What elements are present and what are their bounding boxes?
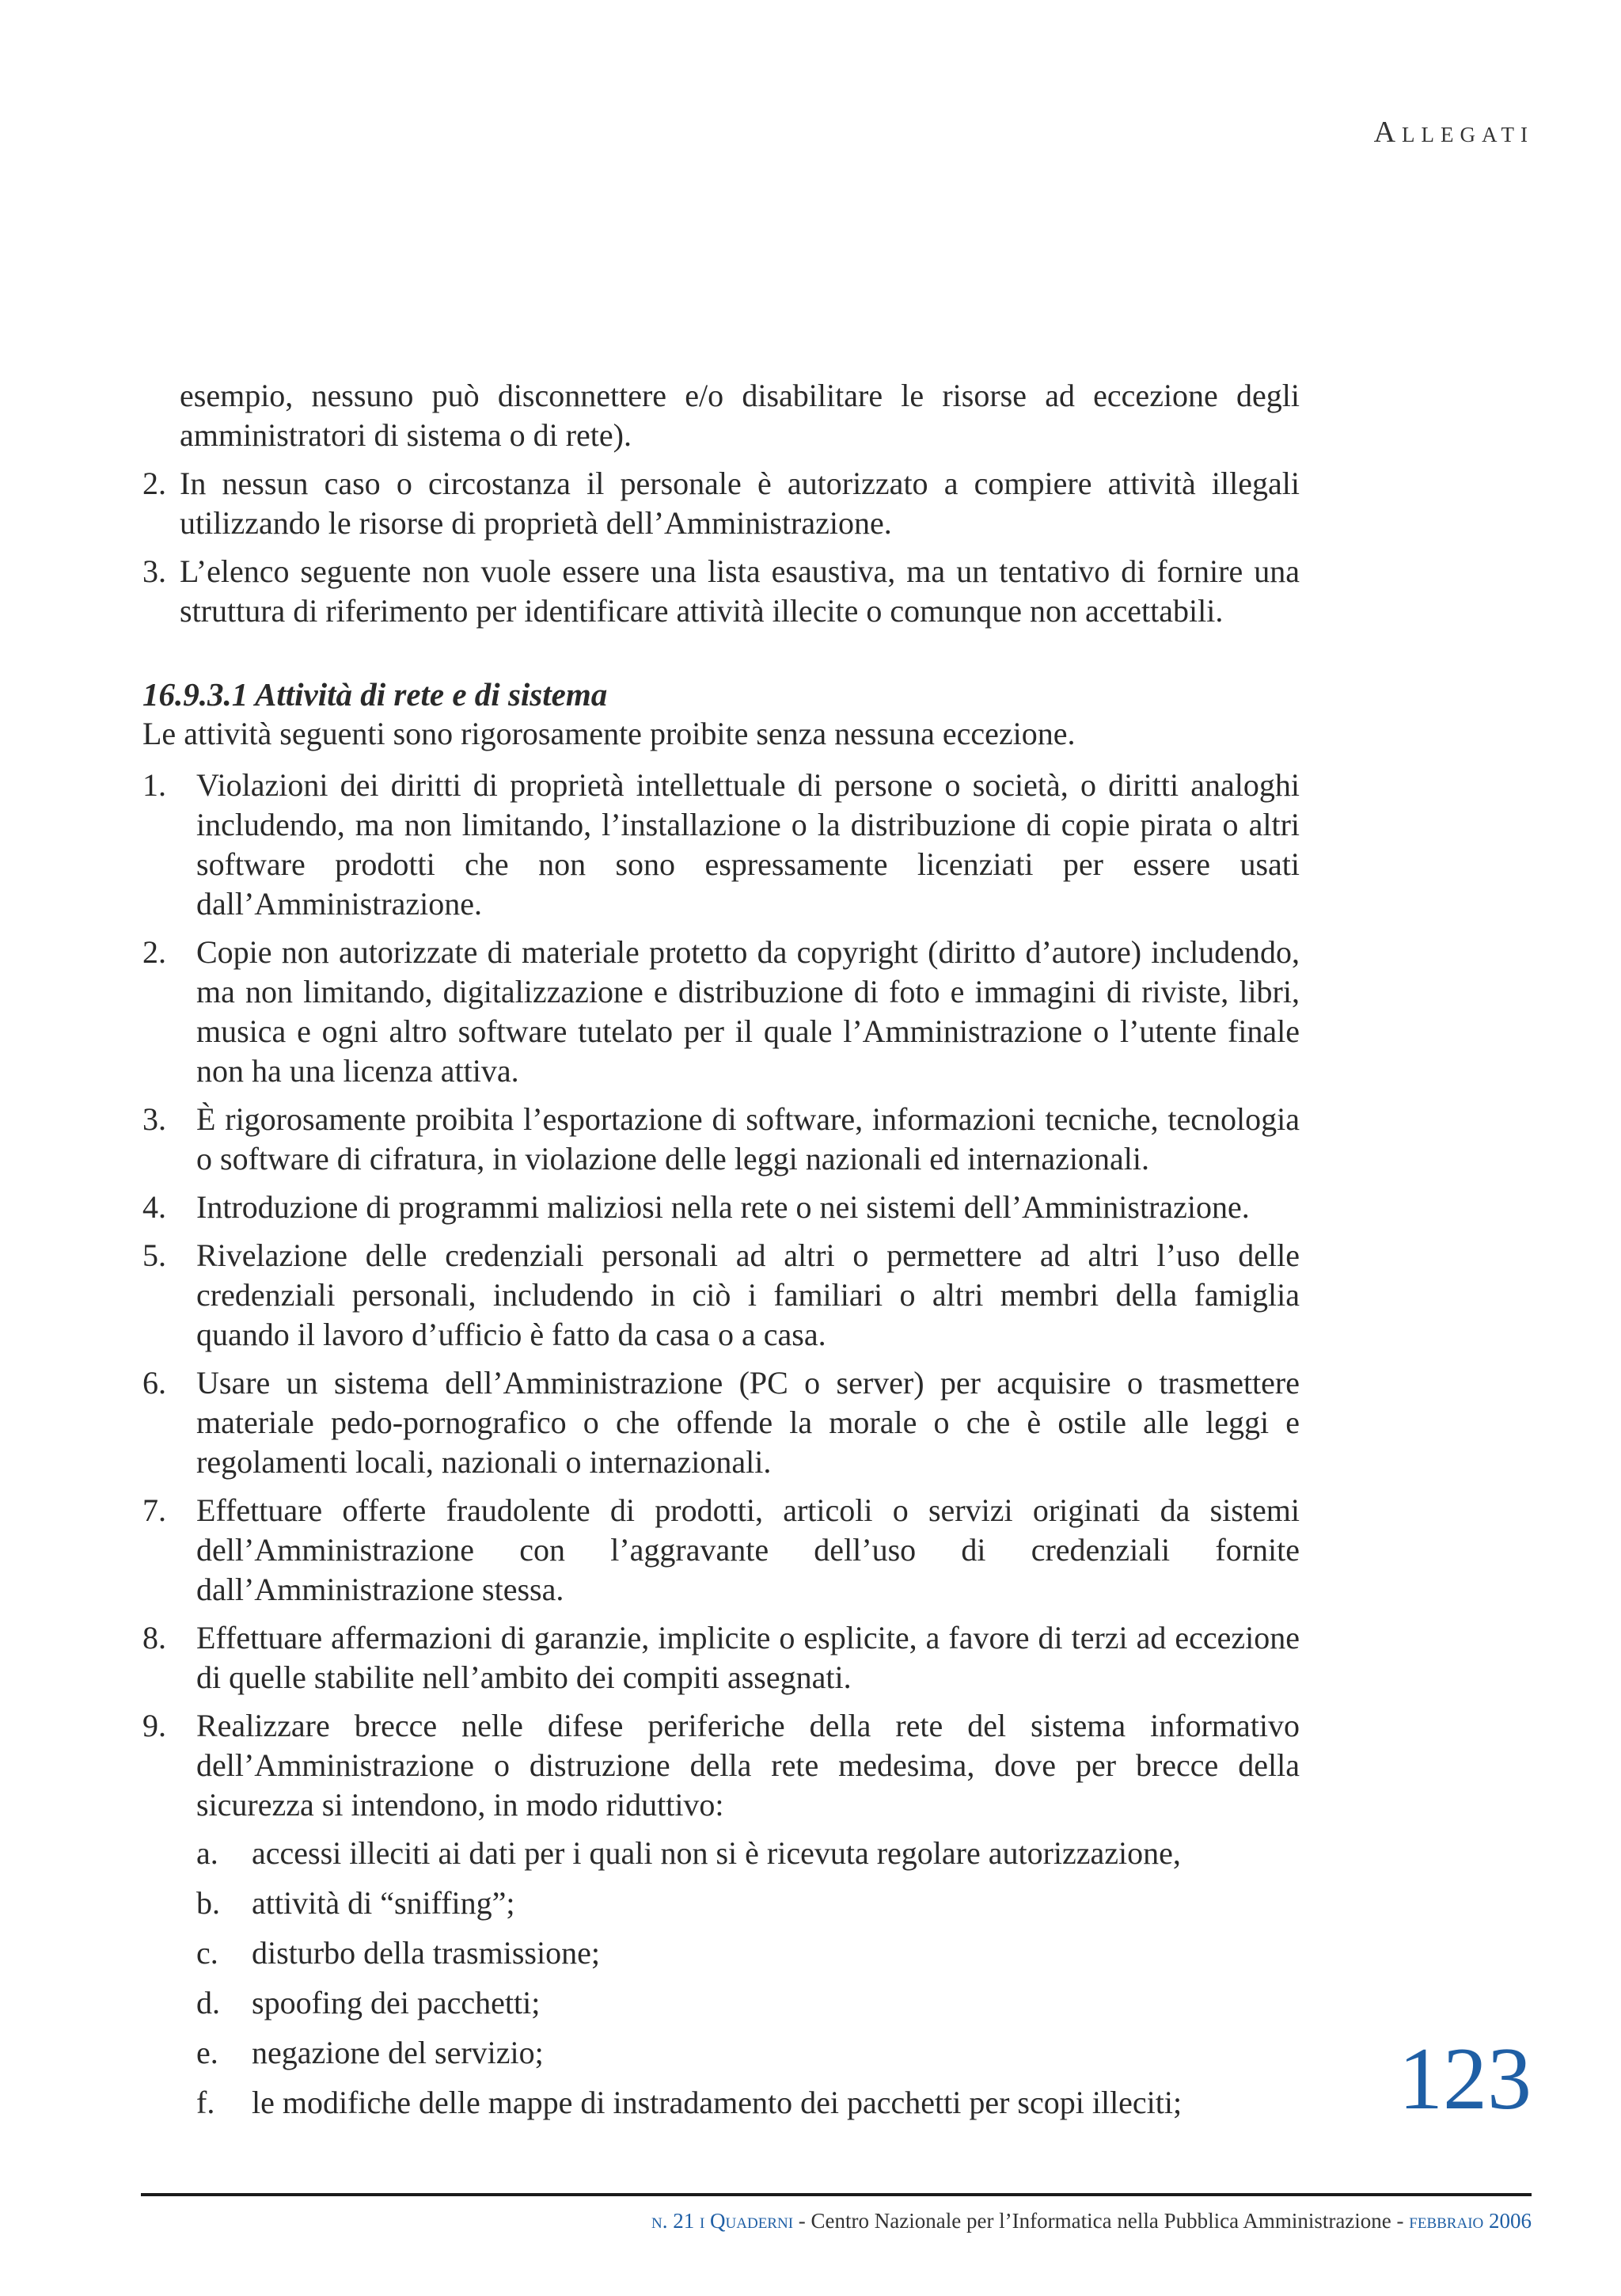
list-item <box>142 552 1300 631</box>
list-item <box>142 376 1300 455</box>
sub-list-item-text: accessi illeciti ai dati per i quali non si è ricevuta regolare autorizzazione, <box>252 1835 1181 1871</box>
list-item <box>142 1491 1300 1610</box>
list-item-text: Copie non autorizzate di materiale protetto da copyright (diritto d’autore) includendo, ma non limitando, digitalizzazione e distribuzione di foto e immagini di riviste, libri, musica e ogni altro software tutelato per il quale l’Amministrazione o l’utente finale non ha una licenza attiva. <box>196 934 1300 1089</box>
list-item-number: 6. <box>142 1365 166 1401</box>
footer-separator: - <box>793 2209 811 2233</box>
sub-list-item-text: attività di “sniffing”; <box>252 1885 515 1921</box>
sub-list-item-text: negazione del servizio; <box>252 2035 544 2070</box>
list-item-text: Effettuare offerte fraudolente di prodotti, articoli o servizi originati da sistemi dell’Amministrazione con l’aggravante dell’uso di credenziali fornite dall’Amministrazione stessa. <box>196 1492 1300 1607</box>
list-item <box>142 1363 1300 1482</box>
list-item-text: Rivelazione delle credenziali personali ad altri o permettere ad altri l’uso delle credenziali personali, includendo in ciò i familiari o altri membri della famiglia quando il lavoro d’ufficio è fatto da casa o a casa. <box>196 1237 1300 1352</box>
list-item-text: L’elenco seguente non vuole essere una lista esaustiva, ma un tentativo di fornire una struttura di riferimento per identificare attività illecite o comunque non accettabili. <box>180 553 1300 629</box>
list-item-number: 9. <box>142 1708 166 1743</box>
list-item <box>142 464 1300 543</box>
sub-list-item <box>142 2083 1300 2123</box>
sub-list-item-letter: f. <box>196 2085 215 2120</box>
list-item <box>142 1236 1300 1355</box>
list-item-number: 2. <box>142 934 166 970</box>
sub-list-item-text: disturbo della trasmissione; <box>252 1935 600 1971</box>
page-body <box>142 376 1300 2133</box>
sub-list-item-letter: b. <box>196 1885 220 1921</box>
list-item <box>142 766 1300 924</box>
list-item-text: In nessun caso o circostanza il personale è autorizzato a compiere attività illegali utilizzando le risorse di proprietà dell’Amministrazione. <box>180 466 1300 541</box>
list-item-number: 4. <box>142 1189 166 1225</box>
sub-list-item <box>142 1933 1300 1973</box>
sub-list-item <box>142 2033 1300 2073</box>
list-item <box>142 1188 1300 1227</box>
sub-list-item-letter: a. <box>196 1835 218 1871</box>
footer-separator: - <box>1391 2209 1410 2233</box>
list-item-text: È rigorosamente proibita l’esportazione di software, informazioni tecniche, tecnologia o software di cifratura, in violazione delle leggi nazionali ed internazionali. <box>196 1101 1300 1177</box>
list-item-number: 8. <box>142 1620 166 1655</box>
page-footer <box>651 2209 1532 2233</box>
list-item-text: esempio, nessuno può disconnettere e/o disabilitare le risorse ad eccezione degli amministratori di sistema o di rete). <box>180 378 1300 453</box>
section-lead: Le attività seguenti sono rigorosamente proibite senza nessuna eccezione. <box>142 716 1076 751</box>
list-item-number: 3. <box>142 553 166 589</box>
list-item <box>142 1100 1300 1179</box>
list-item <box>142 933 1300 1091</box>
list-item-text: Introduzione di programmi maliziosi nella rete o nei sistemi dell’Amministrazione. <box>196 1189 1250 1225</box>
running-header: Allegati <box>1373 116 1534 149</box>
list-item-number: 5. <box>142 1237 166 1273</box>
list-item-number: 1. <box>142 767 166 803</box>
page-number: 123 <box>1399 2030 1532 2128</box>
section-title: 16.9.3.1 Attività di rete e di sistema <box>142 676 608 713</box>
list-item-text: Effettuare affermazioni di garanzie, implicite o esplicite, a favore di terzi ad eccezione di quelle stabilite nell’ambito dei compiti assegnati. <box>196 1620 1300 1695</box>
list-item-text: Realizzare brecce nelle difese periferiche della rete del sistema informativo dell’Amministrazione o distruzione della rete medesima, dove per brecce della sicurezza si intendono, in modo riduttivo: <box>196 1708 1300 1823</box>
list-item <box>142 1706 1300 1825</box>
sub-list-item <box>142 1834 1300 1873</box>
sub-list-item-text: le modifiche delle mappe di instradamento dei pacchetti per scopi illeciti; <box>252 2085 1183 2120</box>
sub-list-item <box>142 1884 1300 1923</box>
sub-list-item <box>142 1983 1300 2023</box>
footer-publisher: Centro Nazionale per l’Informatica nella Pubblica Amministrazione <box>810 2209 1391 2233</box>
sub-list-item-letter: c. <box>196 1935 218 1971</box>
list-item-number: 2. <box>142 466 166 501</box>
footer-divider <box>141 2193 1532 2196</box>
list-item <box>142 1618 1300 1697</box>
list-item-text: Violazioni dei diritti di proprietà intellettuale di persone o società, o diritti analoghi includendo, ma non limitando, l’installazione o la distribuzione di copie pirata o altri software prodotti che non sono espressamente licenziati per essere usati dall’Amministrazione. <box>196 767 1300 922</box>
sub-list-item-text: spoofing dei pacchetti; <box>252 1985 541 2020</box>
list-item-number: 7. <box>142 1492 166 1528</box>
footer-issue: n. 21 i Quaderni <box>651 2209 794 2233</box>
sub-list-item-letter: d. <box>196 1985 220 2020</box>
list-item-text: Usare un sistema dell’Amministrazione (PC o server) per acquisire o trasmettere materiale pedo-pornografico o che offende la morale o che è ostile alle leggi e regolamenti locali, nazionali o internazionali. <box>196 1365 1300 1480</box>
footer-date: febbraio 2006 <box>1409 2209 1532 2233</box>
list-item-number: 3. <box>142 1101 166 1137</box>
sub-list-item-letter: e. <box>196 2035 218 2070</box>
